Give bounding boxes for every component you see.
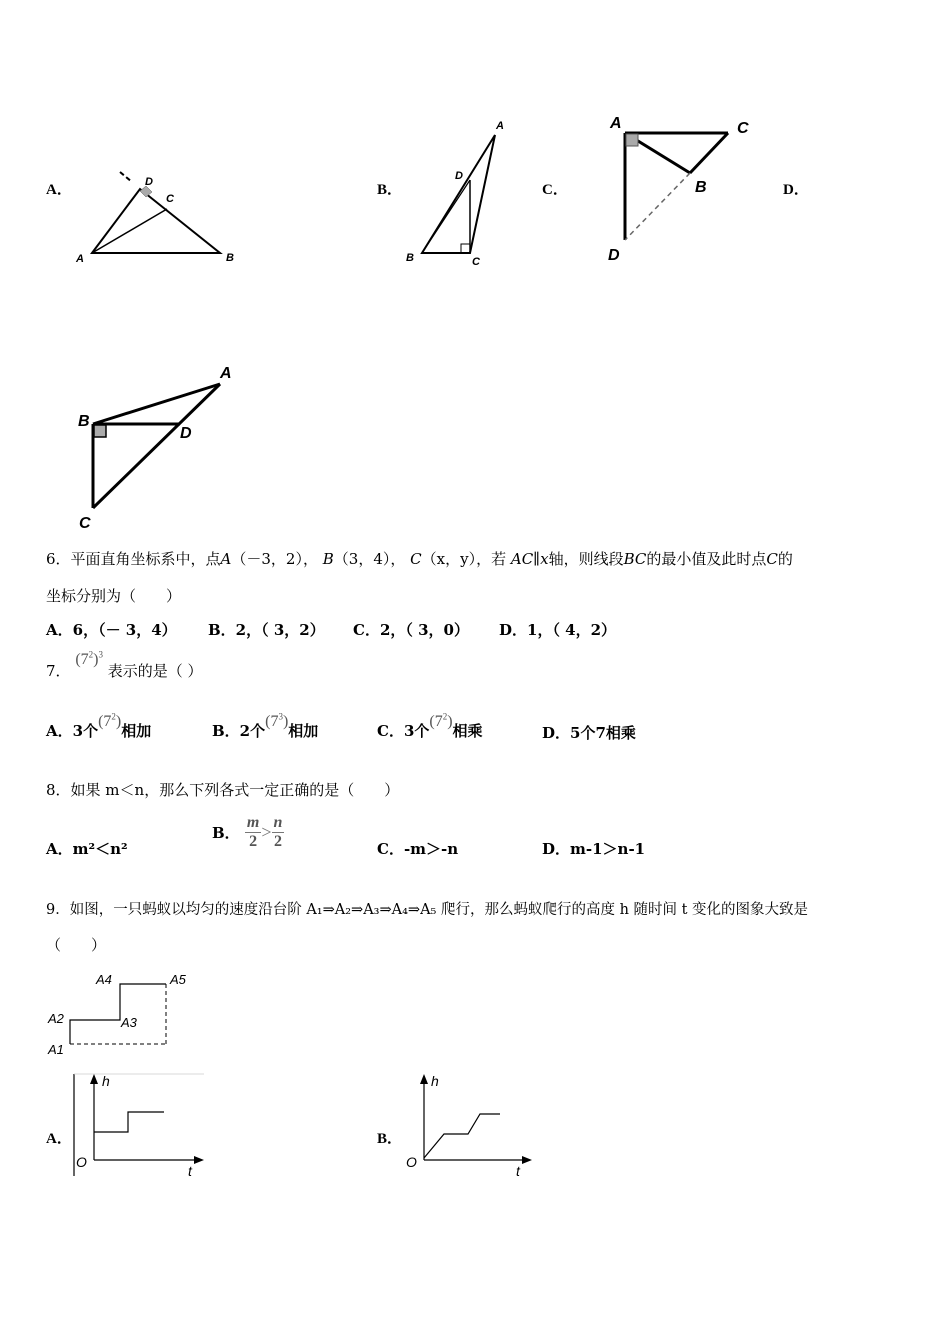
- graph-a-label-t: t: [188, 1163, 192, 1179]
- q9-graph-a[interactable]: [72, 1070, 207, 1180]
- graph-b-label-h: h: [431, 1073, 439, 1089]
- fig-c-label-a: A: [610, 115, 622, 132]
- fig-d-label-d: D: [180, 425, 192, 442]
- q8-frac-m-num: m: [246, 814, 260, 831]
- graph-a-h-arrow-icon: [90, 1074, 98, 1084]
- q5-option-c-label[interactable]: C．: [542, 182, 568, 198]
- q6-stem-line1: [46, 548, 793, 569]
- fig-a-segment-ac: [92, 209, 167, 253]
- q7-opt-b-post: 相加: [288, 722, 319, 740]
- q7-opt-a-pre: A．3个: [46, 722, 99, 740]
- q6-point-b: B: [322, 550, 334, 568]
- stair-label-a5: A5: [170, 972, 186, 987]
- fig-c-right-angle-mark: [626, 134, 638, 146]
- q6-point-c: C: [410, 550, 422, 568]
- q7-opt-c-base: 7: [434, 713, 443, 730]
- q6-point-a: A: [220, 550, 232, 568]
- q6-text-g: 的: [777, 550, 793, 568]
- fig-c-label-c: C: [737, 120, 749, 137]
- q6-option-a[interactable]: A．6，（－ 3，4）: [46, 621, 177, 639]
- q7-opt-a-post: 相加: [121, 722, 152, 740]
- stair-path: [70, 984, 166, 1044]
- q6-segment-bc: BC: [623, 550, 647, 568]
- q6-text-b: （－3，2），: [231, 550, 318, 568]
- fig-b-label-d: D: [455, 170, 463, 182]
- q8-option-d[interactable]: D．m-1＞n-1: [542, 840, 646, 858]
- fig-c-dashed-bd: [625, 173, 690, 240]
- q9-stem-line1: 9．如图，一只蚂蚁以均匀的速度沿台阶 A₁⇒A₂⇒A₃⇒A₄⇒A₅ 爬行，那么蚂蚁爬行的高度 h 随时间 t 变化的图象大致是: [46, 902, 809, 918]
- fig-d-label-b: B: [78, 413, 90, 430]
- fig-c-line-cb: [690, 133, 728, 173]
- stair-label-a3: A3: [121, 1015, 137, 1030]
- q8-fraction-m: [245, 814, 261, 851]
- q6-stem-line2: 坐标分别为（ ）: [46, 587, 182, 605]
- q6-text-a: 6．平面直角坐标系中，点: [46, 550, 221, 568]
- q5-option-a-label[interactable]: A．: [46, 182, 72, 198]
- q6-text-c: （3，4），: [333, 550, 406, 568]
- fig-d-label-a: A: [220, 365, 232, 382]
- fig-a-label-d: D: [145, 176, 153, 188]
- fig-b-label-c: C: [472, 256, 480, 268]
- q7-opt-b-base: 7: [270, 713, 279, 730]
- fig-c-label-b: B: [695, 179, 707, 196]
- q6-text-f: 的最小值及此时点: [646, 550, 767, 568]
- graph-a-t-arrow-icon: [194, 1156, 204, 1164]
- q7-opt-b-exp: 3: [278, 711, 283, 722]
- fig-a-label-c: C: [166, 193, 174, 205]
- q9-option-b-label[interactable]: B．: [377, 1131, 403, 1147]
- graph-b-curve: [424, 1114, 500, 1158]
- q7-option-a[interactable]: [46, 711, 152, 741]
- q7-number: 7．: [46, 662, 71, 680]
- q8-stem: 8．如果 m＜n，那么下列各式一定正确的是（ ）: [46, 781, 400, 799]
- q8-opt-b-label: B．: [212, 824, 240, 842]
- q8-relation: >: [261, 822, 272, 842]
- q7-exp-outer: 3: [98, 649, 103, 660]
- q7-opt-b-power: $(7^3)$: [265, 711, 289, 730]
- q8-frac-m-den: 2: [249, 833, 258, 850]
- q7-power-expression: $(7^2)^3$: [75, 649, 103, 668]
- q5-option-b-label[interactable]: B．: [377, 182, 403, 198]
- q8-frac-n-den: 2: [273, 833, 282, 850]
- q6-option-b[interactable]: B．2，（ 3，2）: [208, 621, 325, 639]
- q5-figure-c: [600, 108, 760, 268]
- graph-b-t-arrow-icon: [522, 1156, 532, 1164]
- q7-stem: [46, 649, 203, 681]
- q9-stem-line2: （ ）: [46, 936, 107, 954]
- fig-d-label-c: C: [79, 515, 91, 532]
- q5-figure-d: [70, 358, 250, 533]
- fig-b-label-a: A: [496, 120, 504, 132]
- q6-option-d[interactable]: D．1，（ 4，2）: [499, 621, 617, 639]
- q9-graph-b[interactable]: [400, 1070, 540, 1180]
- q6-condition: AC∥x: [510, 550, 549, 568]
- fig-a-triangle: [92, 189, 220, 253]
- q5-option-d-label[interactable]: D．: [783, 182, 809, 198]
- graph-b-h-arrow-icon: [420, 1074, 428, 1084]
- q7-exp-inner: 2: [88, 649, 94, 660]
- q9-staircase-figure: [40, 962, 210, 1062]
- q7-base: 7: [80, 651, 89, 668]
- graph-b-label-t: t: [516, 1163, 520, 1179]
- q8-fraction-n: [272, 814, 285, 851]
- stair-label-a4: A4: [96, 972, 112, 987]
- q8-option-c[interactable]: C．-m＞-n: [377, 840, 459, 858]
- q8-option-b[interactable]: [212, 814, 284, 851]
- q5-figure-a: [70, 165, 250, 270]
- q7-opt-a-base: 7: [103, 713, 112, 730]
- q7-option-d[interactable]: D．5个7相乘: [542, 724, 636, 742]
- q6-text-e: 轴，则线段: [548, 550, 624, 568]
- fig-d-right-angle-mark: [94, 425, 106, 437]
- fig-b-segment-bd: [422, 180, 470, 253]
- q6-option-c[interactable]: C．2，（ 3，0）: [353, 621, 469, 639]
- graph-a-curve: [94, 1112, 164, 1132]
- q7-opt-c-pre: C．3个: [377, 722, 430, 740]
- q8-frac-n-num: n: [273, 814, 283, 831]
- q8-option-a[interactable]: A．m²＜n²: [46, 840, 128, 858]
- fig-c-label-d: D: [608, 247, 620, 264]
- q6-text-d: （x，y），若: [421, 550, 507, 568]
- q9-option-a-label[interactable]: A．: [46, 1131, 72, 1147]
- fig-a-dashed-ext: [120, 172, 132, 182]
- q6-point-c2: C: [766, 550, 778, 568]
- q7-opt-a-exp: 2: [111, 711, 116, 722]
- graph-a-label-o: O: [76, 1154, 87, 1170]
- stair-label-a1: A1: [48, 1042, 64, 1057]
- q7-suffix: 表示的是（ ）: [107, 662, 203, 680]
- q7-opt-c-power: $(7^2)$: [429, 711, 453, 730]
- q7-opt-b-pre: B．2个: [212, 722, 266, 740]
- stair-label-a2: A2: [48, 1011, 64, 1026]
- graph-b-label-o: O: [406, 1154, 417, 1170]
- q7-opt-c-exp: 2: [442, 711, 448, 722]
- fig-a-label-a: A: [76, 253, 84, 265]
- fig-b-right-angle-mark: [461, 244, 470, 253]
- q7-option-c[interactable]: [377, 711, 483, 741]
- fig-a-label-b: B: [226, 252, 234, 264]
- fig-b-label-b: B: [406, 252, 414, 264]
- graph-a-label-h: h: [102, 1073, 110, 1089]
- q7-option-b[interactable]: [212, 711, 319, 741]
- q5-figure-b: [400, 115, 520, 270]
- q7-opt-a-power: $(7^2)$: [98, 711, 122, 730]
- q7-opt-c-post: 相乘: [452, 722, 483, 740]
